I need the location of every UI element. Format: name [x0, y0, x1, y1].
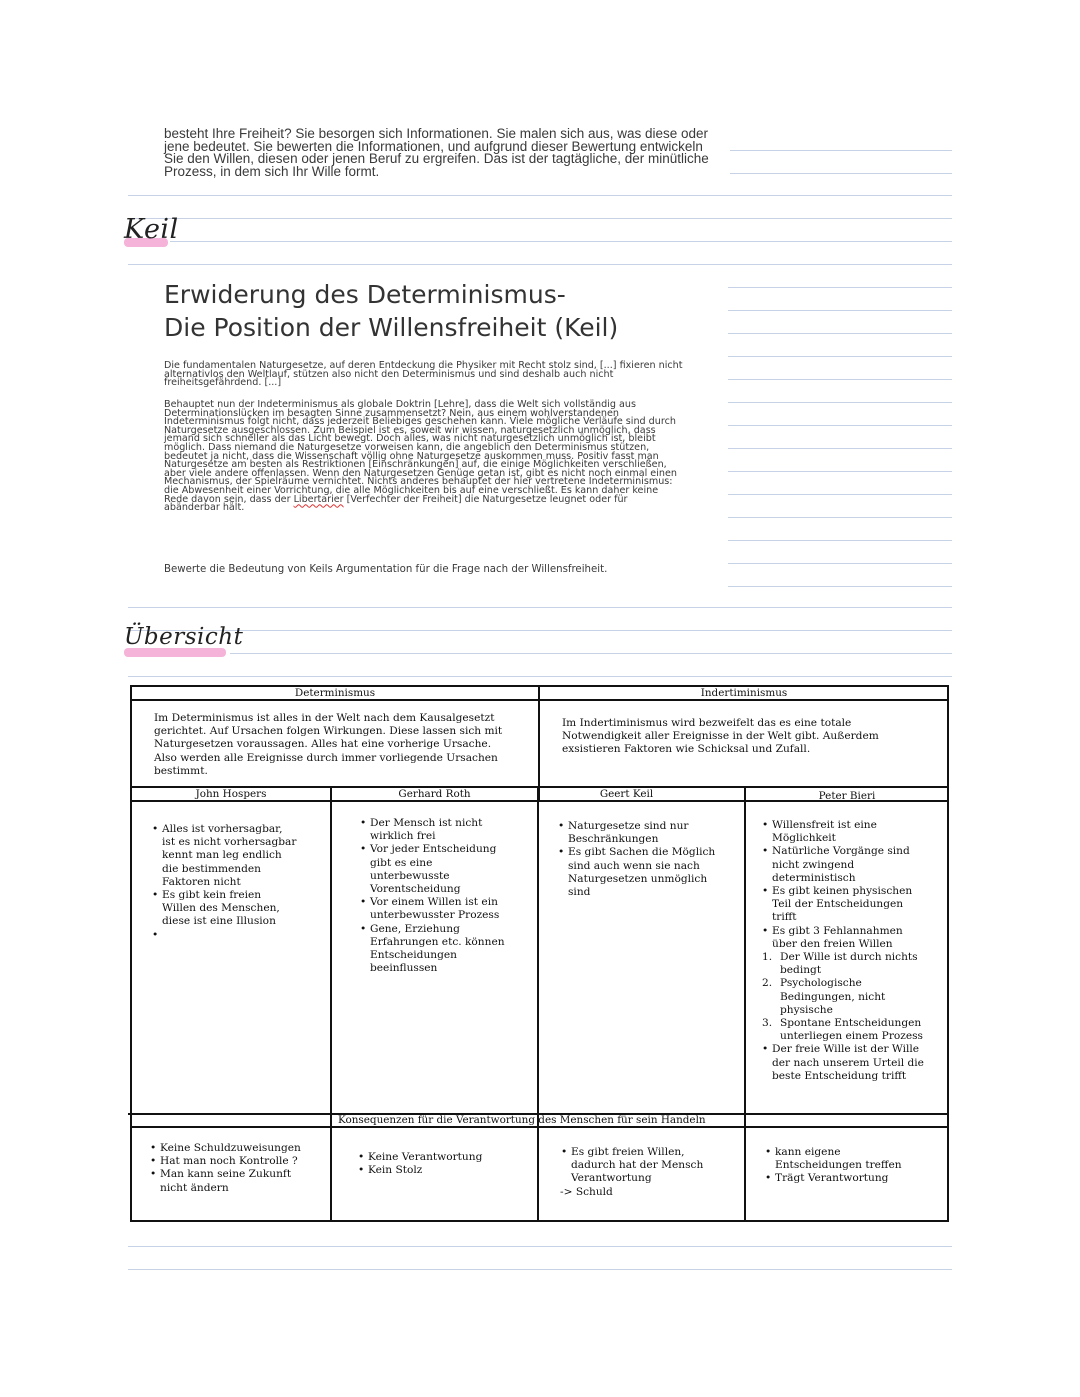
- thinker-points-hospers: [151, 823, 321, 942]
- paragraph-line: Indeterminismus folgt nicht, dass jederzeit Beliebiges geschehen kann. Viele mögliche Verläufe sind durch: [164, 416, 676, 428]
- consequences-keil: [560, 1146, 730, 1199]
- numbered-list: [761, 951, 941, 1043]
- list-item: [762, 1017, 930, 1043]
- article-title: [164, 278, 724, 344]
- list-item: • Naturgesetze sind nur Beschränkungen: [568, 820, 698, 846]
- list-item: • Gene, Erziehung Erfahrungen etc. können Entscheidungen beeinflussen: [370, 923, 510, 976]
- thinker-header-roth: Gerhard Roth: [398, 788, 471, 800]
- list-item: • Natürliche Vorgänge sind nicht zwingend deterministisch: [772, 845, 922, 885]
- list-item: • Es gibt Sachen die Möglich sind auch wenn sie nach Naturgesetzen unmöglich sind: [568, 846, 718, 899]
- list-item: • Willensfreit ist eine Möglichkeit: [772, 819, 892, 845]
- consequence-note: -> Schuld: [560, 1185, 613, 1198]
- paragraph-line: Behauptet nun der Indeterminismus als globale Doktrin [Lehre], dass die Welt sich vollständig aus: [164, 399, 636, 410]
- bullet-list: [764, 1146, 939, 1186]
- article-title-line1: Erwiderung des Determinismus-: [164, 280, 566, 309]
- paragraph-line: aber viele andere offenlassen. Wenn den Naturgesetzen Genüge getan ist, gibt es nicht noch einmal einen: [164, 467, 677, 479]
- bullet-list: [761, 1043, 941, 1083]
- list-item: • Es gibt freien Willen, dadurch hat der Mensch Verantwortung: [571, 1146, 711, 1186]
- paragraph-line: jemand sich schneller als das Licht bewegt. Doch alles, was nicht naturgesetzlich unmöglich ist, bleibt: [164, 433, 656, 445]
- determinism-header: Determinismus: [294, 687, 376, 699]
- definition-line: Also werden alle Ereignisse durch immer vorliegende Ursachen: [154, 751, 498, 764]
- paragraph-line: Determinationslücken im besagten Sinne zusammensetzt? Nein, aus einem wohlverstandenen: [164, 407, 619, 419]
- paragraph-line: Naturgesetze ausgeschlossen. Zum Beispiel ist es, soweit wir wissen, naturgesetzlich unmöglich, dass: [164, 424, 656, 436]
- paragraph-line: Naturgesetze am besten als Restriktionen [Einschränkungen] auf, die einige Möglichkeiten verschließen,: [164, 459, 667, 471]
- definition-line: Im Indertiminismus wird bezweifelt das es eine totale: [562, 717, 852, 729]
- excerpt-line: Prozess, in dem sich Ihr Wille formt.: [164, 163, 380, 179]
- list-item-text: Der Wille ist durch nichts bedingt: [780, 951, 918, 977]
- excerpt-line: besteht Ihre Freiheit? Sie besorgen sich Informationen. Sie malen sich aus, was diese oder: [164, 126, 709, 141]
- paragraph-text: Rede davon sein, dass der: [164, 493, 294, 505]
- thinker-points-roth: [359, 817, 519, 975]
- bullet-list: [149, 1142, 324, 1195]
- list-item: • Vor jeder Entscheidung gibt es eine unterbewusste Vorentscheidung: [370, 843, 505, 896]
- list-number: 2.: [762, 977, 773, 990]
- list-item: [762, 951, 930, 977]
- definition-line: exsistieren Faktoren wie Schicksal und Zufall.: [562, 743, 811, 756]
- list-item: • Alles ist vorhersagbar, ist es nicht vorhersagbar kennt man leg endlich die bestimmenden Faktoren nicht: [162, 823, 298, 889]
- definition-line: Notwendigkeit aller Ereignisse in der Welt gibt. Außerdem: [562, 730, 879, 743]
- article-title-line2: Die Position der Willensfreiheit (Keil): [164, 313, 619, 342]
- bullet-list: [557, 820, 727, 899]
- definition-line: Im Determinismus ist alles in der Welt nach dem Kausalgesetzt: [154, 712, 495, 724]
- list-item: [762, 977, 900, 1017]
- definition-line: Naturgesetzen voraussagen. Alles hat eine vorherige Ursache.: [154, 738, 492, 751]
- list-item: • Vor einem Willen ist ein unterbewusster Prozess: [370, 896, 505, 922]
- thinker-header-hospers: John Hospers: [195, 788, 267, 800]
- list-item: • Der Mensch ist nicht wirklich frei: [370, 817, 490, 843]
- thinker-points-bieri: [761, 819, 941, 1083]
- table-divider: [538, 685, 540, 800]
- consequences-header: Konsequenzen für die Verantwortung des Menschen für sein Handeln: [338, 1114, 706, 1126]
- list-item: • Es gibt keinen physischen Teil der Entscheidungen trifft: [772, 885, 922, 925]
- indeterminism-header: Indertiminismus: [700, 687, 788, 699]
- paragraph-text: [Verfechter der Freiheit] die Naturgesetze leugnet oder für: [343, 493, 628, 505]
- list-item-text: Psychologische Bedingungen, nicht physische: [780, 977, 886, 1016]
- list-number: 1.: [762, 951, 773, 964]
- list-item: • kann eigene Entscheidungen treffen: [775, 1146, 915, 1172]
- paragraph-line: die Abwesenheit einer Vorrichtung, die alle Möglichkeiten bis auf eine verschließt. Es kann daher keine: [164, 484, 659, 496]
- list-item: • Trägt Verantwortung: [775, 1172, 939, 1185]
- heading-uebersicht: Übersicht: [124, 624, 244, 650]
- list-item: • Es gibt kein freien Willen des Menschen, diese ist eine Illusion: [162, 889, 292, 929]
- thinker-header-keil: Geert Keil: [599, 788, 654, 800]
- bullet-list: [560, 1146, 730, 1186]
- paragraph-line: alternativlos den Weltlauf, stützen also nicht den Determinismus und sind deshalb auch nicht: [164, 368, 614, 380]
- paragraph-line: Mechanismus, der Spielräume vernichtet. Nichts anderes behauptet der hier vertretene Indeterminismus:: [164, 476, 673, 488]
- list-item: • Keine Schuldzuweisungen: [160, 1142, 324, 1155]
- list-item-text: Spontane Entscheidungen unterliegen einem Prozess: [780, 1017, 923, 1043]
- table-divider: [330, 786, 332, 1222]
- definition-line: gerichtet. Auf Ursachen folgen Wirkungen. Diese lassen sich mit: [154, 725, 503, 738]
- list-item: • Man kann seine Zukunft nicht ändern: [160, 1168, 310, 1194]
- list-item: • Es gibt 3 Fehlannahmen über den freien Willen: [772, 925, 922, 951]
- list-item: • Hat man noch Kontrolle ?: [160, 1155, 324, 1168]
- paragraph-line: abänderbar hält.: [164, 502, 245, 514]
- bullet-list: [151, 823, 321, 942]
- paragraph-line: bedeutet ja nicht, dass die Wissenschaft völlig ohne Naturgesetze auskommen muss. Positiv fasst man: [164, 450, 659, 462]
- determinism-definition: [154, 712, 534, 778]
- consequences-hospers: [149, 1142, 324, 1195]
- table-divider: [537, 786, 539, 1222]
- bullet-list: [761, 819, 941, 951]
- table-divider: [744, 786, 746, 1222]
- list-number: 3.: [762, 1017, 773, 1030]
- list-item: • Keine Verantwortung: [368, 1151, 527, 1164]
- top-excerpt: [164, 128, 709, 178]
- list-item: [162, 929, 321, 942]
- task-prompt: Bewerte die Bedeutung von Keils Argumentation für die Frage nach der Willensfreiheit.: [164, 564, 608, 575]
- paragraph-line: möglich. Dass niemand die Naturgesetze vorweisen kann, die angeblich den Determinismus stützen,: [164, 441, 650, 453]
- definition-line: bestimmt.: [154, 764, 208, 777]
- paragraph-line: freiheitsgefährdend. [...]: [164, 377, 282, 389]
- thinker-header-bieri: Peter Bieri: [818, 790, 876, 802]
- indeterminism-definition: [562, 717, 942, 757]
- table-divider: [130, 1126, 949, 1128]
- excerpt-line-text: Sie den Willen, diesen oder jenen Beruf zu ergreifen. Das ist der tagtägliche, der minütliche: [164, 151, 709, 167]
- consequences-roth: [357, 1151, 527, 1177]
- excerpt-line: jene bedeutet. Sie bewerten die Informationen, und aufgrund dieser Bewertung entwickeln: [164, 138, 703, 154]
- paragraph-line: [164, 493, 712, 505]
- list-item: • Der freie Wille ist der Wille der nach unserem Urteil die beste Entscheidung trifft: [772, 1043, 930, 1083]
- consequences-bieri: [764, 1146, 939, 1186]
- spellcheck-word: Libertarier: [293, 493, 344, 505]
- heading-keil: Keil: [124, 214, 179, 245]
- article-paragraph-1: [164, 362, 712, 388]
- bullet-list: [359, 817, 519, 975]
- bullet-list: [357, 1151, 527, 1177]
- list-item: • Kein Stolz: [368, 1164, 527, 1177]
- article-paragraph-2: [164, 401, 712, 513]
- paragraph-line: Die fundamentalen Naturgesetze, auf deren Entdeckung die Physiker mit Recht stolz sind, [...] fixieren nicht: [164, 360, 683, 371]
- thinker-points-keil: [557, 820, 727, 899]
